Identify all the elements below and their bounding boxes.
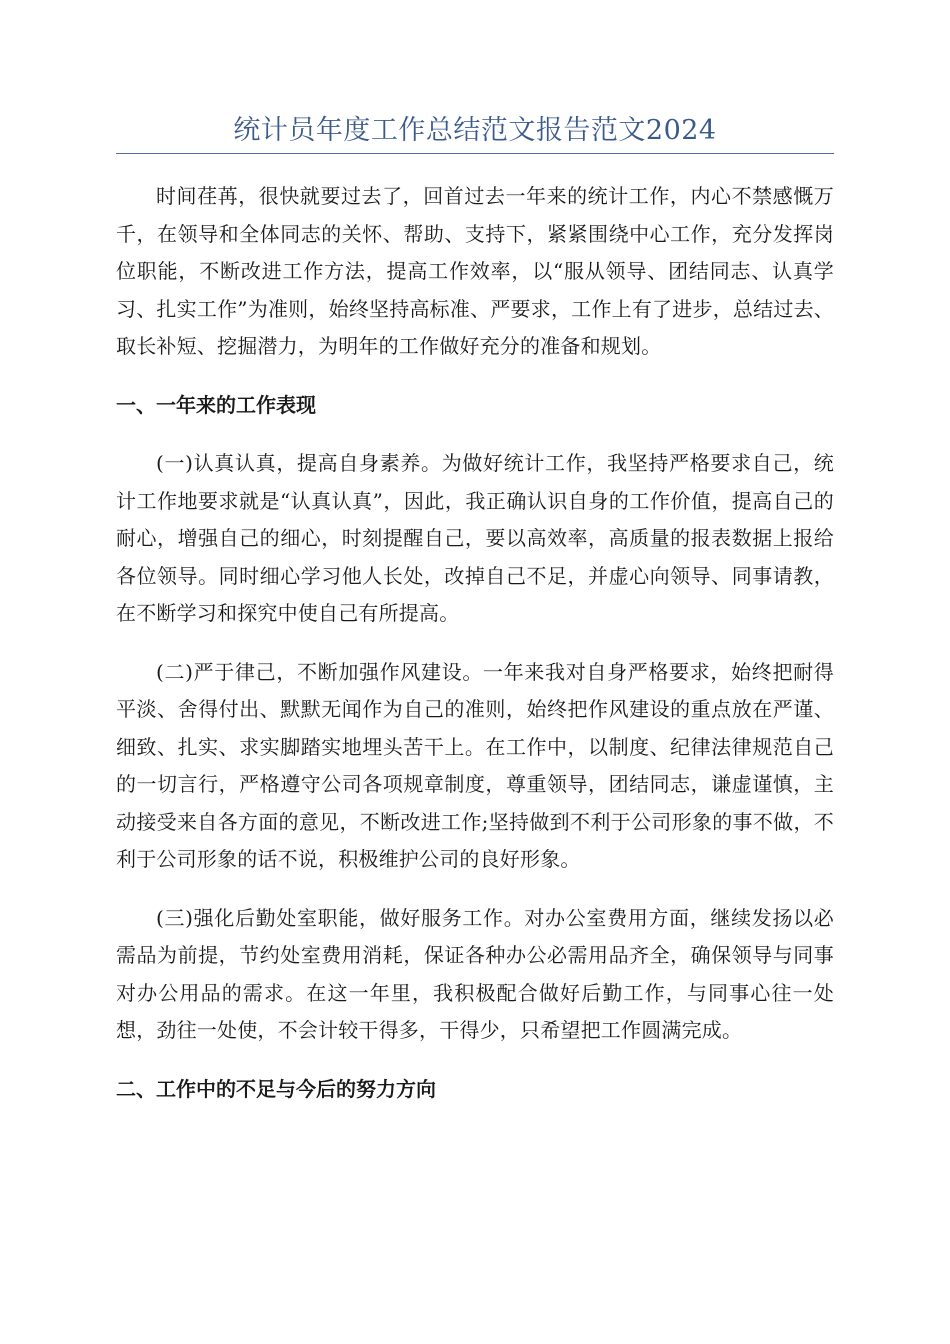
paragraph-item-3: (三)强化后勤处室职能，做好服务工作。对办公室费用方面，继续发扬以必需品为前提，节约处室费用消耗，保证各种办公必需用品齐全，确保领导与同事对办公用品的需求。在这一年里，我积极配合做好后勤工作，与同事心往一处想，劲往一处使，不会计较干得多，干得少，只希望把工作圆满完成。: [116, 905, 834, 1042]
title-underline: [116, 153, 834, 154]
paragraph-item-1: (一)认真认真，提高自身素养。为做好统计工作，我坚持严格要求自己，统计工作地要求就是“认真认真”，因此，我正确认识自身的工作价值，提高自己的耐心，增强自己的细心，时刻提醒自己，要以高效率，高质量的报表数据上报给各位领导。同时细心学习他人长处，改掉自己不足，并虚心向领导、同事请教，在不断学习和探究中使自己有所提高。: [116, 451, 834, 625]
section-heading-1: 一、一年来的工作表现: [116, 392, 316, 417]
section-heading-2: 二、工作中的不足与今后的努力方向: [116, 1076, 436, 1101]
document-page: [116, 112, 834, 1108]
paragraph-item-2: (二)严于律己，不断加强作风建设。一年来我对自身严格要求，始终把耐得平淡、舍得付出、默默无闻作为自己的准则，始终把作风建设的重点放在严谨、细致、扎实、求实脚踏实地埋头苦干上。在工作中，以制度、纪律法律规范自己的一切言行，严格遵守公司各项规章制度，尊重领导，团结同志，谦虚谨慎，主动接受来自各方面的意见，不断改进工作;坚持做到不利于公司形象的事不做，不利于公司形象的话不说，积极维护公司的良好形象。: [116, 659, 834, 871]
document-title: 统计员年度工作总结范文报告范文2024: [233, 115, 717, 146]
intro-paragraph: 时间荏苒，很快就要过去了，回首过去一年来的统计工作，内心不禁感慨万千，在领导和全体同志的关怀、帮助、支持下，紧紧围绕中心工作，充分发挥岗位职能，不断改进工作方法，提高工作效率，以“服从领导、团结同志、认真学习、扎实工作”为准则，始终坚持高标准、严要求，工作上有了进步，总结过去、取长补短、挖掘潜力，为明年的工作做好充分的准备和规划。: [116, 184, 834, 358]
